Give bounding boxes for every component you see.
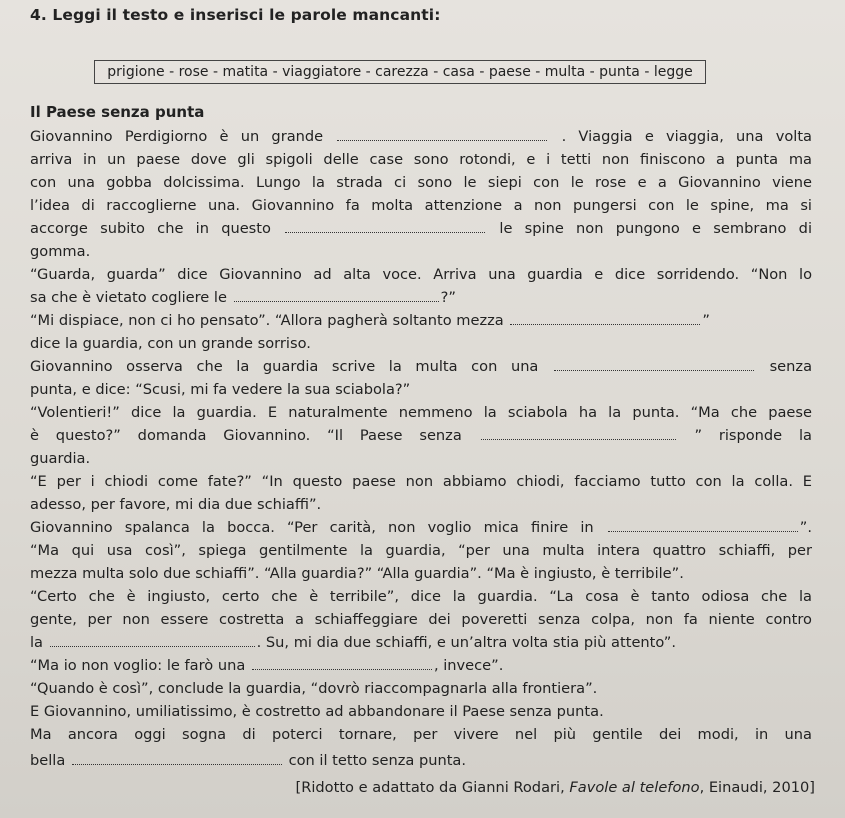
fill-blank-4[interactable] bbox=[510, 312, 700, 325]
fill-blank-5[interactable] bbox=[554, 358, 754, 371]
fill-blank-10[interactable] bbox=[72, 752, 282, 765]
story-title: Il Paese senza punta bbox=[30, 103, 205, 121]
exercise-number: 4. bbox=[30, 6, 47, 24]
story-line: mezza multa solo due schiaffi”. “Alla guardia?” “Alla guardia”. “Ma è ingiusto, è terribile”. bbox=[30, 565, 684, 582]
story-line: dice la guardia, con un grande sorriso. bbox=[30, 335, 311, 352]
exercise-heading bbox=[30, 6, 441, 24]
story-line: guardia. bbox=[30, 450, 91, 467]
story-line: è questo?” domanda Giovannino. “Il Paese senza ” risponde la bbox=[30, 427, 812, 444]
story-line: “E per i chiodi come fate?” “In questo paese non abbiamo chiodi, facciamo tutto con la colla. E bbox=[30, 473, 812, 490]
story-line: Giovannino spalanca la bocca. “Per carità, non voglio mica finire in ”. bbox=[30, 519, 812, 536]
story-line: la . Su, mi dia due schiaffi, e un’altra volta stia più attento”. bbox=[30, 634, 677, 651]
story-line: “Certo che è ingiusto, certo che è terribile”, dice la guardia. “La cosa è tanto odiosa che la bbox=[30, 588, 812, 605]
fill-blank-9[interactable] bbox=[252, 657, 432, 670]
story-line: Ma ancora oggi sogna di poterci tornare, per vivere nel più gentile dei modi, in una bbox=[30, 726, 812, 743]
story-line: “Ma qui usa così”, spiega gentilmente la guardia, “per una multa intera quattro schiaffi, per bbox=[30, 542, 812, 559]
story-line: l’idea di raccoglierne una. Giovannino fa molta attenzione a non pungersi con le spine, ma si bbox=[30, 197, 812, 214]
source-citation: [Ridotto e adattato da Gianni Rodari, Favole al telefono, Einaudi, 2010] bbox=[295, 779, 815, 796]
fill-blank-1[interactable] bbox=[337, 128, 547, 141]
fill-blank-8[interactable] bbox=[50, 634, 255, 647]
fill-blank-6[interactable] bbox=[481, 427, 676, 440]
story-line: E Giovannino, umiliatissimo, è costretto ad abbandonare il Paese senza punta. bbox=[30, 703, 604, 720]
story-line: “Mi dispiace, non ci ho pensato”. “Allora pagherà soltanto mezza ” bbox=[30, 312, 710, 329]
fill-blank-3[interactable] bbox=[234, 289, 439, 302]
story-line: “Ma io non voglio: le farò una , invece”. bbox=[30, 657, 504, 674]
story-line: con una gobba dolcissima. Lungo la strada ci sono le siepi con le rose e a Giovannino viene bbox=[30, 174, 812, 191]
story-line: gente, per non essere costretta a schiaffeggiare dei poveretti senza colpa, non fa niente contro bbox=[30, 611, 812, 628]
story-line: bella con il tetto senza punta. bbox=[30, 752, 467, 769]
fill-blank-2[interactable] bbox=[285, 220, 485, 233]
story-line: Giovannino osserva che la guardia scrive la multa con una senza bbox=[30, 358, 813, 375]
story-line: adesso, per favore, mi dia due schiaffi”. bbox=[30, 496, 322, 513]
fill-blank-7[interactable] bbox=[608, 519, 798, 532]
story-line: Giovannino Perdigiorno è un grande . Viaggia e viaggia, una volta bbox=[30, 128, 812, 145]
story-line: “Quando è così”, conclude la guardia, “dovrò riaccompagnarla alla frontiera”. bbox=[30, 680, 598, 697]
story-line: “Guarda, guarda” dice Giovannino ad alta voce. Arriva una guardia e dice sorridendo. “Non lo bbox=[30, 266, 812, 283]
story-line: accorge subito che in questo le spine non pungono e sembrano di bbox=[30, 220, 812, 237]
story-line: gomma. bbox=[30, 243, 91, 260]
story-line: “Volentieri!” dice la guardia. E naturalmente nemmeno la sciabola ha la punta. “Ma che paese bbox=[30, 404, 812, 421]
exercise-instruction: Leggi il testo e inserisci le parole mancanti: bbox=[52, 6, 441, 24]
word-bank: prigione - rose - matita - viaggiatore - carezza - casa - paese - multa - punta - legge bbox=[94, 60, 706, 84]
story-line: arriva in un paese dove gli spigoli delle case sono rotondi, e i tetti non finiscono a punta ma bbox=[30, 151, 812, 168]
story-line: punta, e dice: “Scusi, mi fa vedere la sua sciabola?” bbox=[30, 381, 411, 398]
story-line: sa che è vietato cogliere le ?” bbox=[30, 289, 456, 306]
